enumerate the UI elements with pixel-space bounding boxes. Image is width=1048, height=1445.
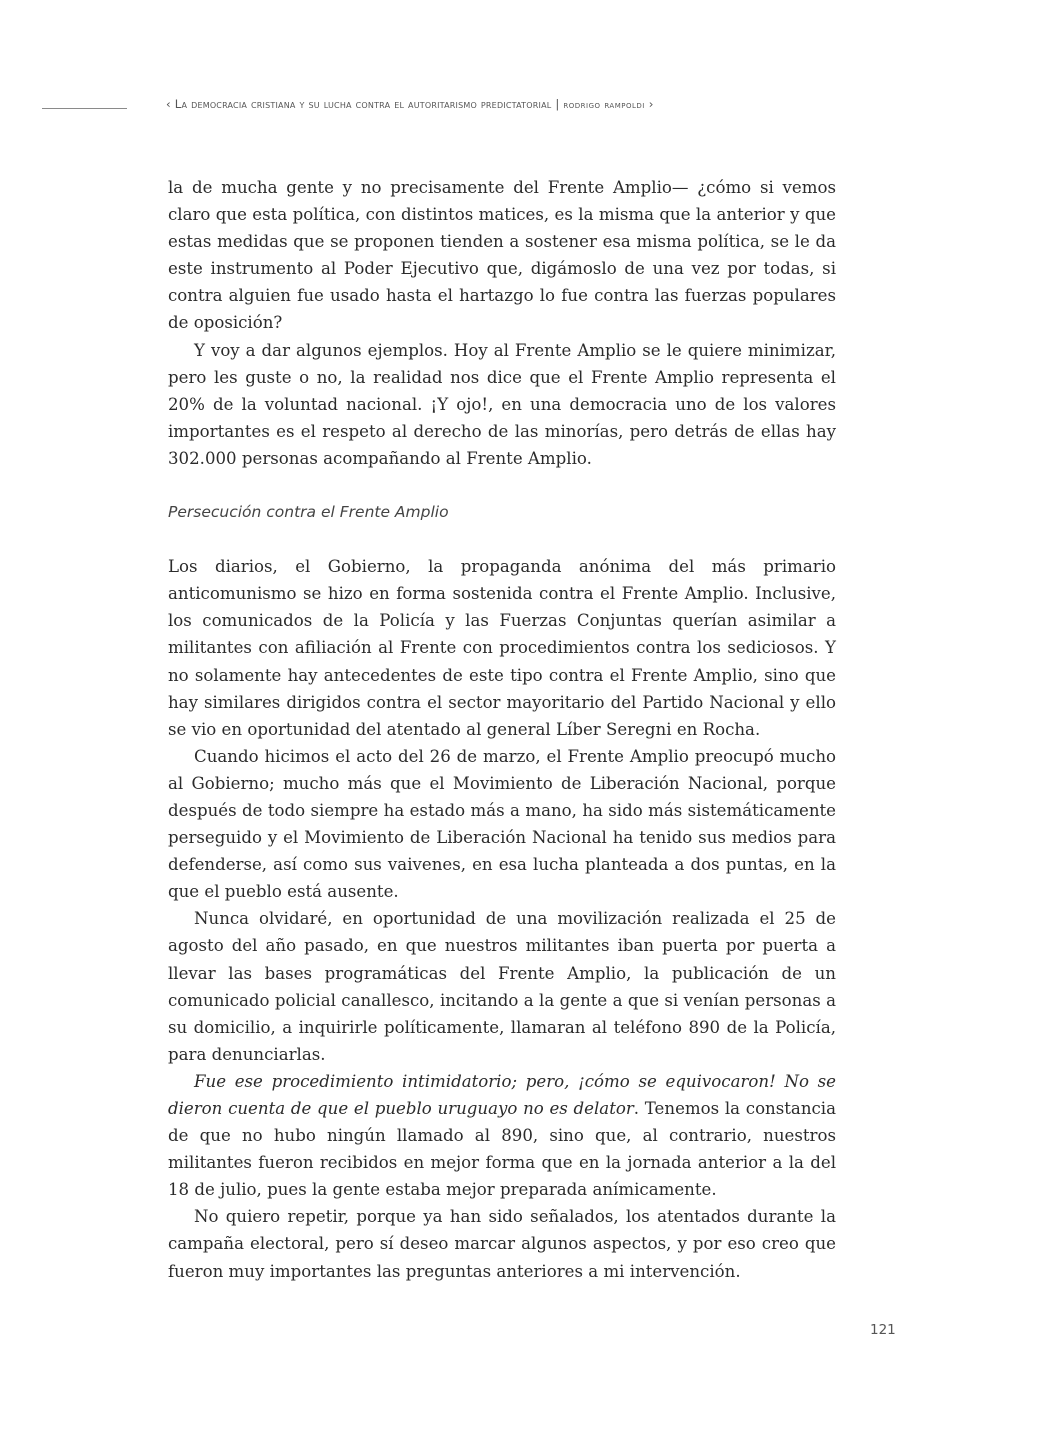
running-head-author: rodrigo rampoldi xyxy=(563,99,645,111)
italic-quote: Fue ese procedimiento intimidatorio; pero, ¡cómo se equivocaron! No se dieron cuenta de que el pueblo uruguayo no es delator xyxy=(168,1071,836,1118)
paragraph: Cuando hicimos el acto del 26 de marzo, el Frente Amplio preocupó mucho al Gobierno; mucho más que el Movimiento de Liberación Nacional, porque después de todo siempre ha estado más a mano, ha sido más sistemáticamente perseguido y el Movimiento de Liberación Nacional ha tenido sus medios para defenderse, así como sus vaivenes, en esa lucha planteada a dos puntas, en la que el pueblo está ausente. xyxy=(168,746,836,902)
paragraph: No quiero repetir, porque ya han sido señalados, los atentados durante la campaña electoral, pero sí deseo marcar algunos aspectos, y por eso creo que fueron muy importantes las preguntas anteriores a mi intervención. xyxy=(168,1207,836,1281)
running-head xyxy=(166,97,846,111)
open-chevron: ‹ xyxy=(166,97,175,111)
separator: | xyxy=(551,97,564,111)
page-number: 121 xyxy=(870,1322,896,1338)
paragraph xyxy=(168,1068,836,1203)
close-chevron: › xyxy=(644,97,654,111)
header-rule xyxy=(42,108,127,109)
paragraph: Los diarios, el Gobierno, la propaganda anónima del más primario anticomunismo se hizo en forma sostenida contra el Frente Amplio. Inclusive, los comunicados de la Policía y las Fuerzas Conjuntas querían asimilar a militantes con afiliación al Frente con procedimientos contra los sediciosos. Y no solamente hay antecedentes de este tipo contra el Frente Amplio, sino que hay similares dirigidos contra el sector mayoritario del Partido Nacional y ello se vio en oportunidad del atentado al general Líber Seregni en Rocha. xyxy=(168,557,836,739)
running-head-title: La democracia cristiana y su lucha contra el autoritarismo predictatorial xyxy=(174,97,552,111)
paragraph: Y voy a dar algunos ejemplos. Hoy al Frente Amplio se le quiere minimizar, pero les guste o no, la realidad nos dice que el Frente Amplio representa el 20% de la voluntad nacional. ¡Y ojo!, en una democracia uno de los valores importantes es el respeto al derecho de las minorías, pero detrás de ellas hay 302.000 personas acompañando al Frente Amplio. xyxy=(168,340,836,468)
section-heading: Persecución contra el Frente Amplio xyxy=(168,503,449,522)
paragraph: la de mucha gente y no precisamente del Frente Amplio— ¿cómo si vemos claro que esta política, con distintos matices, es la misma que la anterior y que estas medidas que se proponen tienden a sostener esa misma política, se le da este instrumento al Poder Ejecutivo que, digámoslo de una vez por todas, si contra alguien fue usado hasta el hartazgo lo fue contra las fuerzas populares de oposición? xyxy=(168,178,836,333)
body-text xyxy=(168,174,836,1285)
paragraph: Nunca olvidaré, en oportunidad de una movilización realizada el 25 de agosto del año pasado, en que nuestros militantes iban puerta por puerta a llevar las bases programáticas del Frente Amplio, la publicación de un comunicado policial canallesco, incitando a la gente a que si venían personas a su domicilio, a inquirirle políticamente, llamaran al teléfono 890 de la Policía, para denunciarlas. xyxy=(168,909,836,1064)
paragraph-continuation: . Tenemos la constancia de que no hubo ningún llamado al 890, sino que, al contrario, nuestros militantes fueron recibidos en mejor forma que en la jornada anterior a la del 18 de julio, pues la gente estaba mejor preparada anímicamente. xyxy=(168,1099,836,1200)
